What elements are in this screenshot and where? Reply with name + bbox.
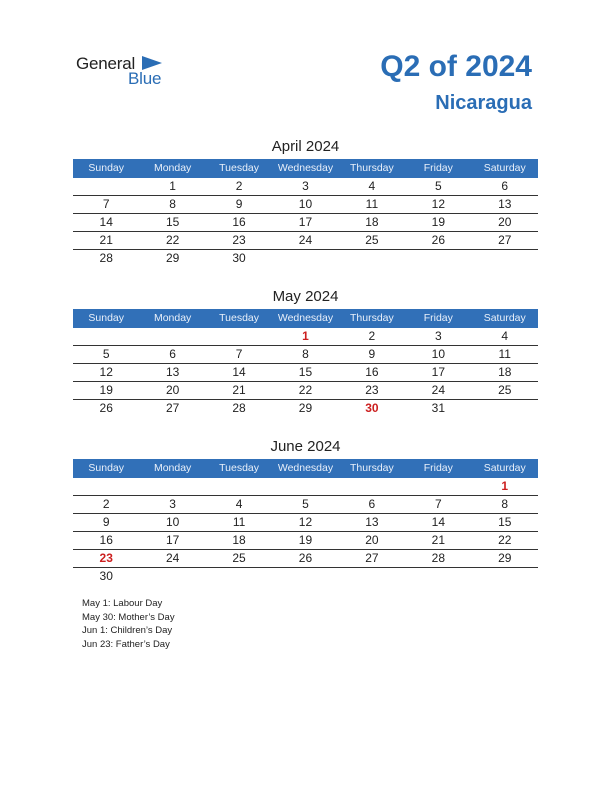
day-cell: 30 bbox=[365, 401, 379, 415]
day-cell: 10 bbox=[431, 347, 445, 361]
day-cell: 8 bbox=[501, 497, 509, 511]
day-cell bbox=[405, 478, 471, 495]
day-cell: 28 bbox=[431, 551, 445, 565]
day-cell bbox=[339, 568, 405, 585]
day-cell: 4 bbox=[235, 497, 243, 511]
day-cell: 15 bbox=[298, 365, 313, 379]
week-row bbox=[73, 568, 538, 585]
day-cell: 1 bbox=[302, 329, 309, 343]
day-cell: 28 bbox=[232, 401, 246, 415]
day-cell: 26 bbox=[298, 551, 313, 565]
day-cell: 8 bbox=[302, 347, 309, 361]
day-cell: 14 bbox=[431, 515, 445, 529]
day-cell: 9 bbox=[102, 515, 110, 529]
day-cell: 6 bbox=[501, 179, 509, 193]
day-cell: 30 bbox=[232, 251, 246, 265]
weekday-header-row bbox=[73, 159, 538, 178]
day-cell: 25 bbox=[365, 233, 379, 247]
holiday-note: Jun 23: Father’s Day bbox=[82, 638, 170, 650]
country-name: Nicaragua bbox=[435, 92, 532, 114]
day-cell: 16 bbox=[365, 365, 379, 379]
day-cell: 15 bbox=[498, 515, 512, 529]
holiday-note: Jun 1: Children’s Day bbox=[82, 625, 173, 636]
week-row bbox=[73, 328, 538, 346]
month-title: April 2024 bbox=[271, 138, 340, 155]
day-cell bbox=[206, 478, 272, 495]
weekday-label: Tuesday bbox=[219, 162, 259, 174]
day-cell: 17 bbox=[165, 533, 180, 547]
day-cell: 17 bbox=[431, 365, 445, 379]
day-cell: 9 bbox=[235, 197, 243, 211]
day-cell: 24 bbox=[431, 383, 445, 397]
day-cell: 20 bbox=[498, 215, 512, 229]
day-cell: 7 bbox=[434, 497, 442, 511]
day-cell: 9 bbox=[368, 347, 376, 361]
day-cell: 18 bbox=[232, 533, 246, 547]
day-cell: 8 bbox=[169, 197, 176, 211]
day-cell: 22 bbox=[498, 533, 512, 547]
weekday-label: Sunday bbox=[88, 462, 125, 474]
day-cell: 29 bbox=[298, 401, 313, 415]
day-cell: 11 bbox=[232, 515, 246, 529]
day-cell: 21 bbox=[431, 533, 445, 547]
weekday-label: Monday bbox=[153, 462, 192, 474]
day-cell: 1 bbox=[501, 479, 509, 493]
logo-flag-icon bbox=[142, 56, 162, 70]
weekday-label: Wednesday bbox=[277, 162, 334, 174]
week-row bbox=[73, 196, 538, 214]
weekday-label: Wednesday bbox=[277, 312, 334, 324]
day-cell: 10 bbox=[298, 197, 313, 211]
day-cell: 4 bbox=[368, 179, 376, 193]
day-cell: 22 bbox=[298, 383, 313, 397]
day-cell: 30 bbox=[99, 569, 113, 583]
month-may bbox=[73, 286, 538, 417]
day-cell bbox=[339, 250, 405, 267]
day-cell bbox=[272, 478, 338, 495]
day-cell: 31 bbox=[431, 401, 445, 415]
day-cell: 21 bbox=[99, 233, 113, 247]
day-cell: 18 bbox=[365, 215, 379, 229]
day-cell bbox=[472, 568, 538, 585]
day-cell bbox=[73, 178, 139, 195]
day-cell: 5 bbox=[434, 179, 442, 193]
day-cell: 6 bbox=[368, 497, 376, 511]
day-cell: 12 bbox=[99, 365, 113, 379]
weekday-label: Friday bbox=[423, 462, 453, 474]
day-cell: 10 bbox=[165, 515, 180, 529]
month-june bbox=[73, 436, 538, 585]
day-cell: 7 bbox=[235, 347, 243, 361]
day-cell: 3 bbox=[434, 329, 442, 343]
day-cell bbox=[272, 568, 338, 585]
day-cell bbox=[339, 478, 405, 495]
weekday-label: Thursday bbox=[350, 312, 394, 324]
weekday-label: Sunday bbox=[88, 312, 125, 324]
day-cell: 7 bbox=[102, 197, 110, 211]
day-cell: 2 bbox=[235, 179, 243, 193]
weekday-label: Saturday bbox=[483, 312, 526, 324]
day-cell: 14 bbox=[232, 365, 246, 379]
day-cell: 19 bbox=[431, 215, 445, 229]
day-cell: 4 bbox=[501, 329, 509, 343]
day-cell: 25 bbox=[232, 551, 246, 565]
day-cell: 20 bbox=[165, 383, 180, 397]
week-row bbox=[73, 532, 538, 550]
weekday-label: Saturday bbox=[483, 162, 526, 174]
day-cell: 19 bbox=[99, 383, 113, 397]
day-cell: 23 bbox=[232, 233, 246, 247]
week-row bbox=[73, 400, 538, 417]
weekday-label: Monday bbox=[153, 312, 192, 324]
week-row bbox=[73, 478, 538, 496]
day-cell: 3 bbox=[169, 497, 176, 511]
day-cell bbox=[73, 328, 139, 345]
day-cell: 19 bbox=[298, 533, 313, 547]
day-cell: 6 bbox=[169, 347, 176, 361]
weekday-header-row bbox=[73, 459, 538, 478]
day-cell bbox=[139, 568, 205, 585]
weekday-label: Monday bbox=[153, 162, 192, 174]
week-row bbox=[73, 250, 538, 267]
quarter-title: Q2 of 2024 bbox=[380, 50, 532, 83]
day-cell: 29 bbox=[165, 251, 180, 265]
day-cell: 1 bbox=[169, 179, 176, 193]
day-cell: 26 bbox=[99, 401, 113, 415]
day-cell: 13 bbox=[165, 365, 180, 379]
weekday-label: Friday bbox=[423, 162, 453, 174]
day-cell: 23 bbox=[365, 383, 379, 397]
brand-logo bbox=[76, 54, 176, 90]
day-cell bbox=[206, 568, 272, 585]
day-cell bbox=[139, 328, 205, 345]
day-cell: 27 bbox=[498, 233, 512, 247]
week-row bbox=[73, 346, 538, 364]
week-row bbox=[73, 178, 538, 196]
day-cell: 23 bbox=[99, 551, 113, 565]
day-cell bbox=[206, 328, 272, 345]
day-cell: 11 bbox=[498, 347, 511, 361]
day-cell: 13 bbox=[498, 197, 512, 211]
day-cell bbox=[405, 250, 471, 267]
logo-word-blue: Blue bbox=[128, 69, 162, 88]
day-cell: 13 bbox=[365, 515, 379, 529]
day-cell bbox=[405, 568, 471, 585]
weekday-label: Wednesday bbox=[277, 462, 334, 474]
weekday-header-row bbox=[73, 309, 538, 328]
day-cell: 20 bbox=[365, 533, 379, 547]
day-cell: 22 bbox=[165, 233, 180, 247]
day-cell: 3 bbox=[302, 179, 309, 193]
day-cell: 17 bbox=[298, 215, 313, 229]
day-cell: 5 bbox=[302, 497, 309, 511]
weekday-label: Tuesday bbox=[219, 462, 259, 474]
month-title: June 2024 bbox=[270, 438, 341, 455]
week-row bbox=[73, 550, 538, 568]
week-row bbox=[73, 496, 538, 514]
day-cell bbox=[472, 400, 538, 417]
holiday-note: May 30: Mother’s Day bbox=[82, 611, 175, 623]
month-title: May 2024 bbox=[272, 288, 339, 305]
holiday-note: May 1: Labour Day bbox=[82, 598, 163, 609]
weekday-label: Tuesday bbox=[219, 312, 259, 324]
day-cell: 27 bbox=[365, 551, 379, 565]
day-cell: 18 bbox=[498, 365, 512, 379]
week-row bbox=[73, 232, 538, 250]
day-cell: 2 bbox=[102, 497, 110, 511]
day-cell: 29 bbox=[498, 551, 512, 565]
day-cell: 12 bbox=[298, 515, 313, 529]
day-cell: 5 bbox=[102, 347, 110, 361]
weekday-label: Sunday bbox=[88, 162, 125, 174]
day-cell: 25 bbox=[498, 383, 512, 397]
holiday-notes bbox=[82, 597, 175, 651]
week-row bbox=[73, 364, 538, 382]
day-cell: 14 bbox=[99, 215, 113, 229]
week-row bbox=[73, 214, 538, 232]
day-cell: 11 bbox=[365, 197, 379, 211]
day-cell bbox=[472, 250, 538, 267]
day-cell: 24 bbox=[165, 551, 180, 565]
day-cell: 2 bbox=[368, 329, 376, 343]
week-row bbox=[73, 514, 538, 532]
day-cell bbox=[272, 250, 338, 267]
month-april bbox=[73, 136, 538, 267]
day-cell: 15 bbox=[165, 215, 180, 229]
day-cell: 21 bbox=[232, 383, 246, 397]
day-cell: 12 bbox=[431, 197, 445, 211]
weekday-label: Thursday bbox=[350, 462, 394, 474]
day-cell: 27 bbox=[165, 401, 180, 415]
day-cell: 16 bbox=[99, 533, 113, 547]
weekday-label: Thursday bbox=[350, 162, 394, 174]
day-cell bbox=[73, 478, 139, 495]
week-row bbox=[73, 382, 538, 400]
day-cell: 16 bbox=[232, 215, 246, 229]
day-cell: 24 bbox=[298, 233, 313, 247]
logo-word-general: General bbox=[76, 54, 136, 73]
weekday-label: Saturday bbox=[483, 462, 526, 474]
day-cell: 26 bbox=[431, 233, 445, 247]
day-cell bbox=[139, 478, 205, 495]
day-cell: 28 bbox=[99, 251, 113, 265]
weekday-label: Friday bbox=[423, 312, 453, 324]
